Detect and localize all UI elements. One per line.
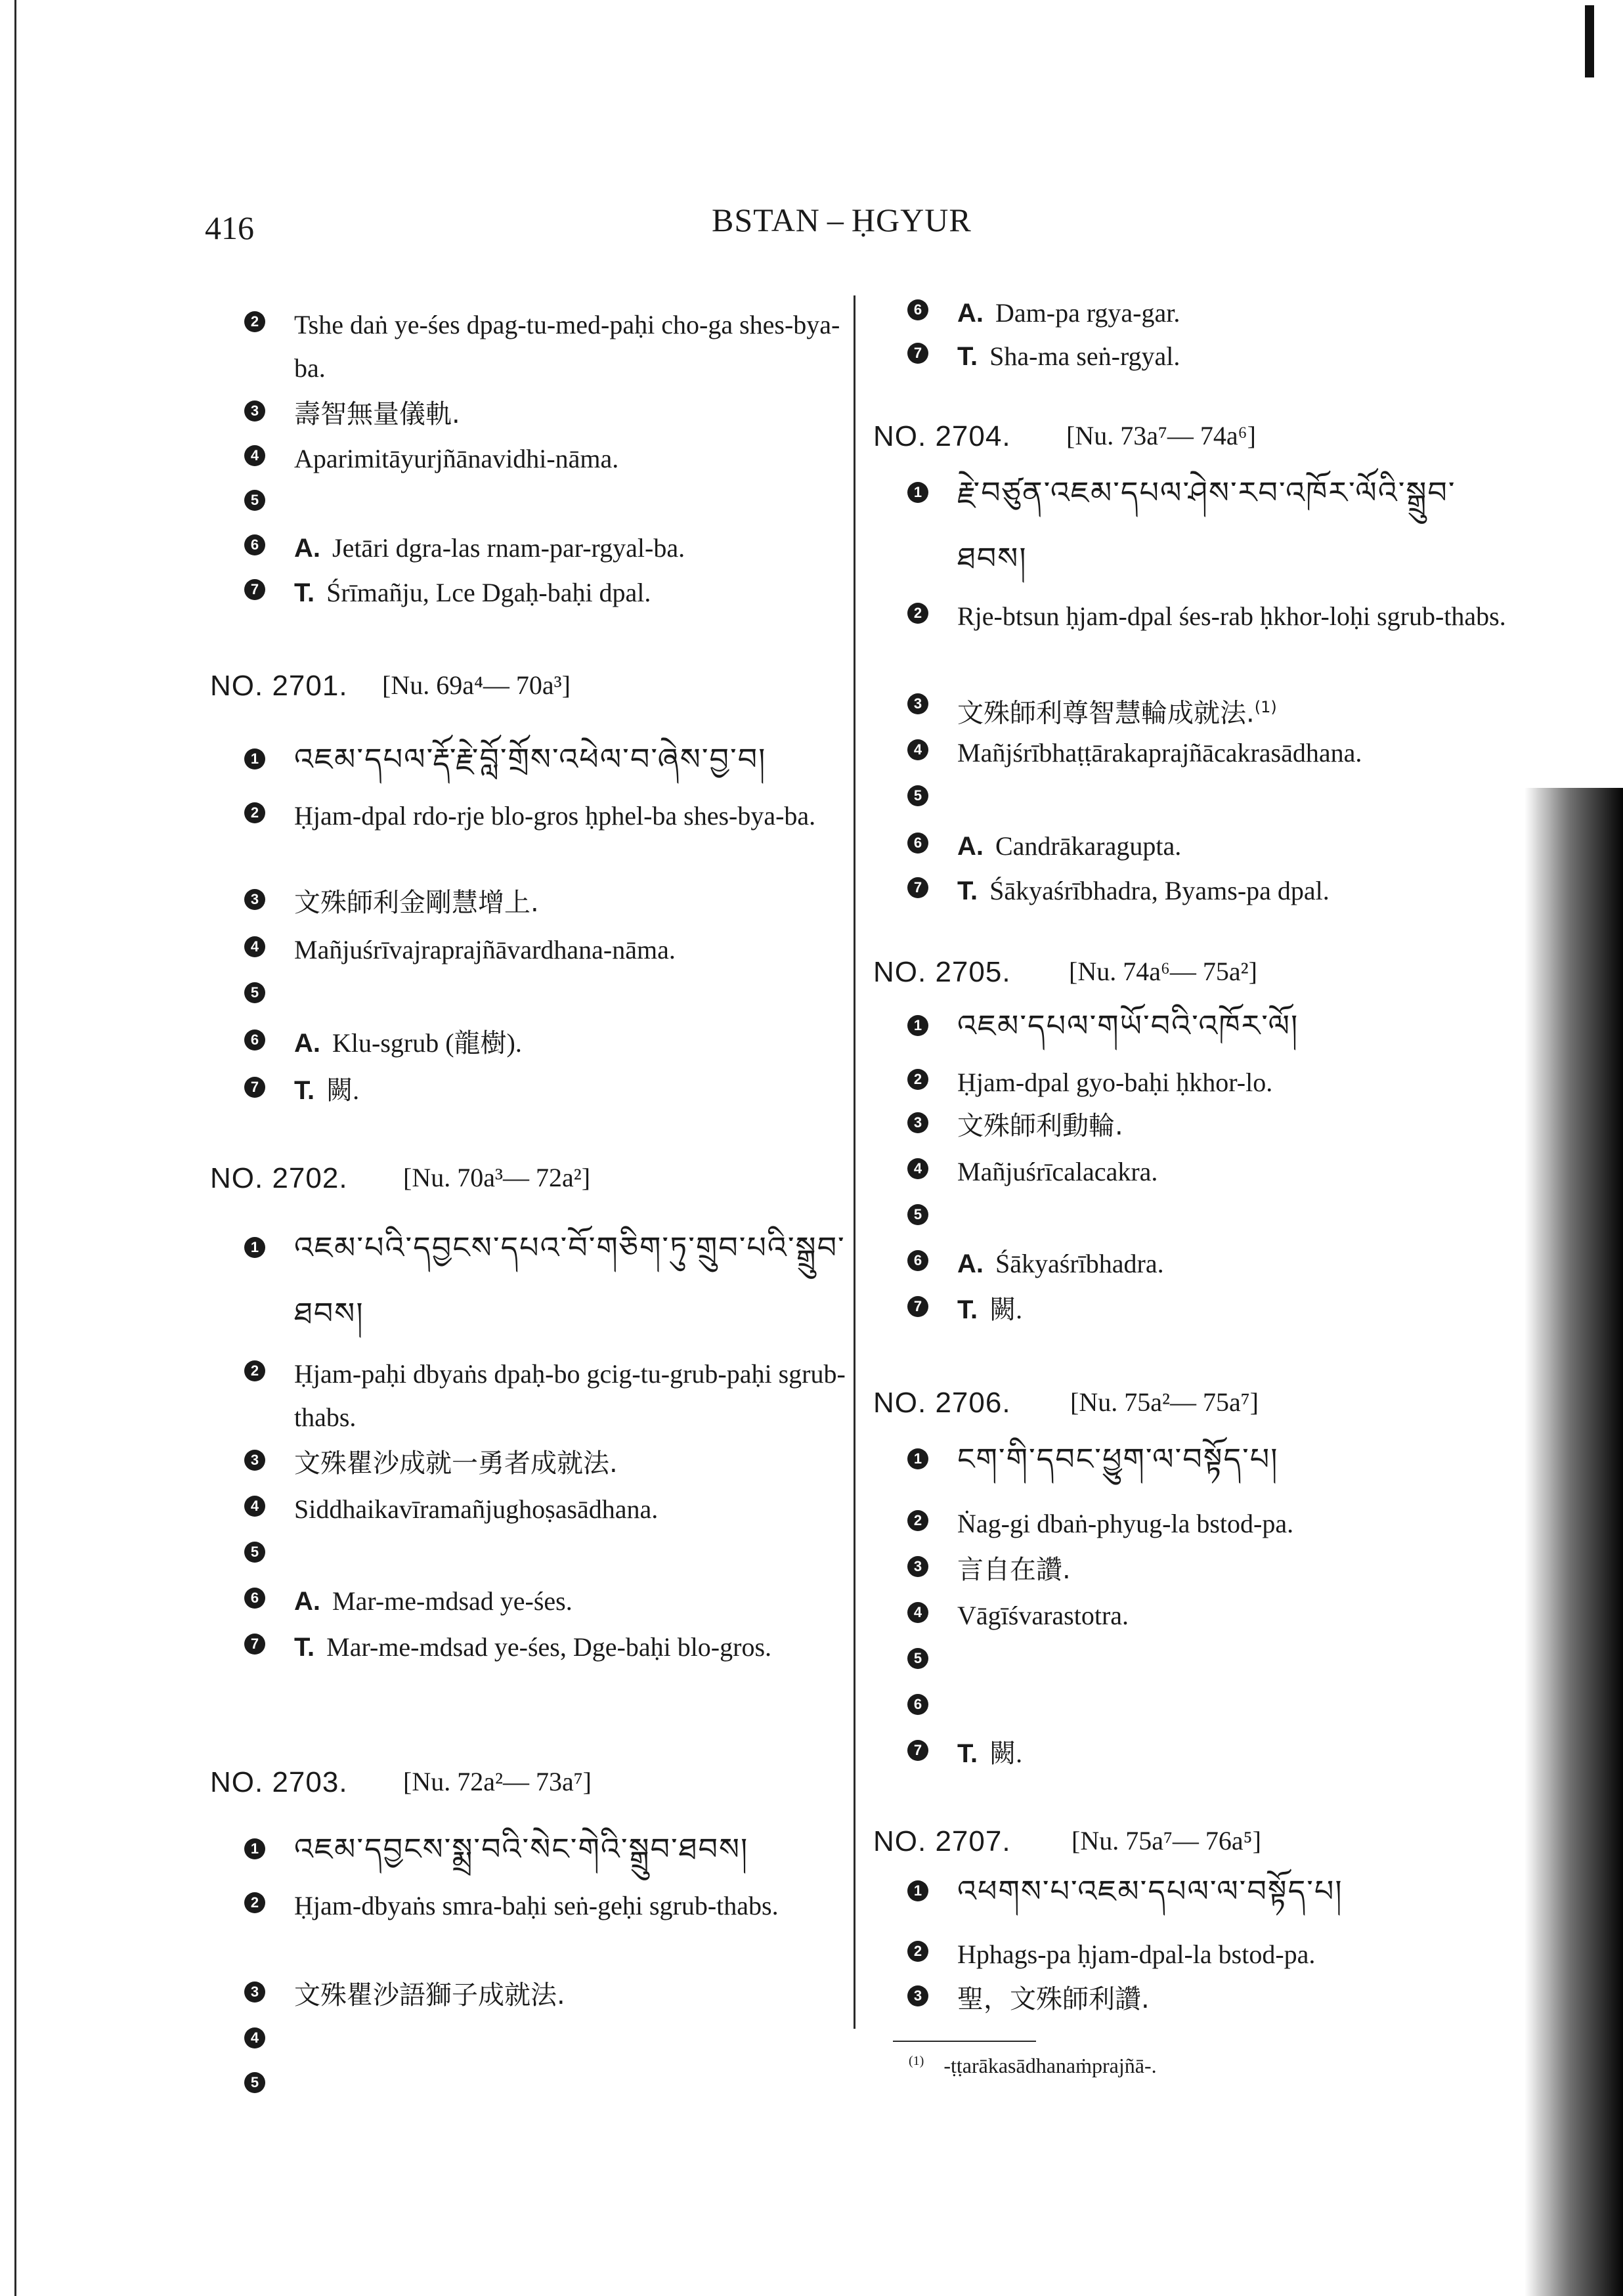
bullet-4-icon: 4: [244, 445, 265, 466]
bullet-2-icon: 2: [907, 1941, 928, 1962]
footnote: [909, 2054, 1157, 2078]
tibetan-title: འཇམ་དཔལ་གཡོ་བའི་འཁོར་ལོ།: [957, 1008, 1299, 1043]
bullet-3-icon: 3: [907, 693, 928, 714]
tibetan-title: འཇམ་པའི་དབྱངས་དཔའ་བོ་གཅིག་ཏུ་གྲུབ་པའི་སྒྲུབ་ཐབས།: [294, 1230, 846, 1331]
author-name: Klu-sgrub (龍樹).: [332, 1028, 522, 1058]
sanskrit-title: Mañjśrībhaṭṭārakaprajñācakrasādhana.: [957, 738, 1362, 768]
bullet-6-icon: 6: [244, 1029, 265, 1051]
sanskrit-title: Vāgīśvarastotra.: [957, 1601, 1129, 1630]
entry-heading: [210, 670, 854, 716]
footnote-text: -ṭṭarākasādhanaṁprajñā-.: [943, 2054, 1157, 2077]
catalog-entry-2707: [873, 1825, 1517, 2014]
bullet-1-icon: 1: [907, 1015, 928, 1036]
catalog-entry-2706: [873, 1387, 1517, 1768]
bullet-5-icon: 5: [244, 2072, 265, 2093]
bullet-7-icon: 7: [907, 877, 928, 898]
author-name: Jetāri dgra-las rnam-par-rgyal-ba.: [332, 533, 685, 563]
translator-name: 闕.: [989, 1295, 1023, 1324]
bullet-2-icon: 2: [907, 603, 928, 624]
bullet-1-icon: 1: [907, 1448, 928, 1469]
tibetan-title-transliteration: Ṅag-gi dbaṅ-phyug-la bstod-pa.: [957, 1509, 1294, 1538]
bullet-2-icon: 2: [244, 802, 265, 823]
chinese-title: 言自在讚.: [957, 1555, 1071, 1585]
bullet-4-icon: 4: [907, 1158, 928, 1179]
folio-reference: [Nu. 73a⁷— 74a⁶]: [1066, 421, 1256, 450]
tibetan-title-transliteration: Ḥjam-paḥi dbyaṅs dpaḥ-bo gcig-tu-grub-paḥi sgrub-thabs.: [294, 1359, 846, 1432]
catalog-entry-2705: [873, 956, 1517, 1324]
bullet-6-icon: 6: [907, 1250, 928, 1271]
bullet-6-icon: 6: [907, 1694, 928, 1715]
bullet-1-icon: 1: [244, 1237, 265, 1258]
page-edge-shadow: [1525, 788, 1623, 2296]
bullet-7-icon: 7: [907, 343, 928, 364]
sanskrit-title: Mañjuśrīvajraprajñāvardhana-nāma.: [294, 935, 676, 964]
bullet-5-icon: 5: [244, 982, 265, 1003]
tibetan-title-transliteration: Ḥjam-dpal gyo-baḥi ḥkhor-lo.: [957, 1068, 1273, 1097]
folio-reference: [Nu. 75a²— 75a⁷]: [1070, 1387, 1259, 1417]
corner-bookmark-mark: [1585, 5, 1594, 77]
bullet-3-icon: 3: [244, 1450, 265, 1471]
sanskrit-title: Siddhaikavīramañjughoṣasādhana.: [294, 1494, 659, 1524]
bullet-4-icon: 4: [244, 2027, 265, 2048]
entry-number: NO. 2705.: [873, 956, 1011, 988]
chinese-title: 壽智無量儀軌.: [294, 399, 460, 429]
bullet-4-icon: 4: [907, 1602, 928, 1623]
translator-prefix: T.: [294, 578, 315, 607]
chinese-title: 文殊師利尊智慧輪成就法.: [957, 698, 1255, 729]
bullet-2-icon: 2: [244, 311, 265, 332]
tibetan-title-transliteration: Rje-btsun ḥjam-dpal śes-rab ḥkhor-loḥi sgrub-thabs.: [957, 601, 1506, 631]
bullet-1-icon: 1: [907, 1880, 928, 1901]
footnote-mark: (1): [909, 2054, 924, 2069]
author-name: Śākyaśrībhadra.: [995, 1249, 1164, 1278]
bullet-5-icon: 5: [244, 490, 265, 511]
entry-heading: [210, 1162, 854, 1208]
tibetan-title: འཇམ་དཔལ་རྡོ་རྗེ་བློ་གྲོས་འཕེལ་བ་ཞེས་བྱ་བ།: [294, 741, 767, 777]
catalog-entry-2703: [210, 1766, 854, 2090]
translator-name: Mar-me-mdsad ye-śes, Dge-baḥi blo-gros.: [326, 1632, 772, 1662]
entry-number: NO. 2704.: [873, 420, 1011, 452]
translator-name: 闕.: [989, 1739, 1023, 1768]
bullet-5-icon: 5: [907, 1648, 928, 1669]
bullet-3-icon: 3: [244, 889, 265, 910]
bullet-3-icon: 3: [244, 1982, 265, 2003]
translator-prefix: T.: [294, 1076, 315, 1105]
page-number: 416: [205, 209, 254, 246]
entry-number: NO. 2703.: [210, 1766, 348, 1798]
bullet-5-icon: 5: [907, 785, 928, 806]
author-prefix: A.: [957, 299, 984, 328]
bullet-3-icon: 3: [907, 1112, 928, 1133]
footnote-rule: [893, 2041, 1036, 2042]
bullet-4-icon: 4: [907, 739, 928, 760]
folio-reference: [Nu. 72a²— 73a⁷]: [403, 1767, 592, 1796]
bullet-6-icon: 6: [244, 534, 265, 555]
author-prefix: A.: [294, 1029, 320, 1058]
author-prefix: A.: [294, 1587, 320, 1616]
footnote-reference: (1): [1254, 698, 1277, 716]
translator-name: Śākyaśrībhadra, Byams-pa dpal.: [989, 876, 1330, 905]
author-name: Mar-me-mdsad ye-śes.: [332, 1586, 573, 1616]
bullet-1-icon: 1: [244, 1838, 265, 1859]
bullet-2-icon: 2: [907, 1510, 928, 1531]
chinese-title: 文殊瞿沙語獅子成就法.: [294, 1980, 565, 2010]
bullet-3-icon: 3: [907, 1985, 928, 2006]
bullet-4-icon: 4: [244, 936, 265, 957]
bullet-2-icon: 2: [244, 1892, 265, 1913]
chinese-title: 聖，文殊師利讚.: [957, 1984, 1150, 2014]
author-name: Dam-pa rgya-gar.: [995, 298, 1180, 328]
tibetan-title-transliteration: Ḥjam-dbyaṅs smra-baḥi seṅ-geḥi sgrub-thabs.: [294, 1891, 779, 1920]
bullet-6-icon: 6: [244, 1588, 265, 1609]
bullet-7-icon: 7: [244, 1634, 265, 1655]
sanskrit-title: Aparimitāyurjñānavidhi-nāma.: [294, 444, 619, 473]
translator-name: 闕.: [326, 1075, 360, 1105]
bullet-3-icon: 3: [244, 401, 265, 422]
translator-prefix: T.: [957, 342, 978, 371]
bullet-7-icon: 7: [907, 1740, 928, 1761]
bullet-1-icon: 1: [244, 748, 265, 769]
bullet-5-icon: 5: [244, 1542, 265, 1563]
tibetan-title: རྗེ་བཙུན་འཇམ་དཔལ་ཤེས་རབ་འཁོར་ལོའི་སྒྲུབ་ཐབས།: [957, 475, 1456, 576]
tibetan-title-transliteration: Ḥjam-dpal rdo-rje blo-gros ḥphel-ba shes-bya-ba.: [294, 801, 816, 831]
tibetan-title-transliteration: Tshe daṅ ye-śes dpag-tu-med-paḥi cho-ga shes-bya-ba.: [294, 310, 840, 383]
page-edge-rule: [14, 0, 16, 2296]
sanskrit-title: Mañjuśrīcalacakra.: [957, 1157, 1158, 1186]
bullet-5-icon: 5: [907, 1204, 928, 1225]
entry-number: NO. 2701.: [210, 670, 348, 702]
translator-name: Sha-ma seṅ-rgyal.: [989, 341, 1180, 371]
bullet-7-icon: 7: [244, 579, 265, 600]
tibetan-title: འཇམ་དབྱངས་སྨྲ་བའི་སེང་གེའི་སྒྲུབ་ཐབས།: [294, 1831, 749, 1867]
tibetan-title-transliteration: Hphags-pa ḥjam-dpal-la bstod-pa.: [957, 1939, 1316, 1969]
tibetan-title: འཕགས་པ་འཇམ་དཔལ་ལ་བསྟོད་པ།: [957, 1873, 1343, 1909]
bullet-1-icon: 1: [907, 482, 928, 503]
catalog-entry-2701: [210, 670, 854, 1105]
translator-prefix: T.: [957, 1295, 978, 1324]
bullet-2-icon: 2: [907, 1069, 928, 1090]
folio-reference: [Nu. 74a⁶— 75a²]: [1069, 957, 1257, 986]
bullet-7-icon: 7: [244, 1077, 265, 1098]
author-prefix: A.: [294, 534, 320, 563]
author-prefix: A.: [957, 1249, 984, 1278]
bullet-4-icon: 4: [244, 1496, 265, 1517]
chinese-title: 文殊師利金剛慧增上.: [294, 888, 539, 918]
folio-reference: [Nu. 69a⁴— 70a³]: [382, 670, 571, 700]
bullet-6-icon: 6: [907, 833, 928, 854]
entry-number: NO. 2707.: [873, 1825, 1011, 1857]
translator-prefix: T.: [957, 877, 978, 905]
catalog-entry-2702: [210, 1162, 854, 1662]
translator-prefix: T.: [294, 1633, 315, 1662]
translator-prefix: T.: [957, 1739, 978, 1768]
author-prefix: A.: [957, 832, 984, 861]
entry-number: NO. 2702.: [210, 1162, 348, 1194]
bullet-6-icon: 6: [907, 299, 928, 320]
chinese-title: 文殊師利動輪.: [957, 1111, 1123, 1141]
column-divider: [854, 295, 855, 2029]
bullet-2-icon: 2: [244, 1360, 265, 1381]
tibetan-title: ངག་གི་དབང་ཕྱུག་ལ་བསྟོད་པ།: [957, 1441, 1279, 1477]
folio-reference: [Nu. 75a⁷— 76a⁵]: [1071, 1826, 1261, 1855]
bullet-3-icon: 3: [907, 1556, 928, 1577]
entry-number: NO. 2706.: [873, 1387, 1011, 1419]
entry-heading: [210, 1766, 854, 1812]
running-title: BSTAN – ḤGYUR: [712, 202, 972, 238]
folio-reference: [Nu. 70a³— 72a²]: [403, 1163, 591, 1192]
translator-name: Śrīmañju, Lce Dgaḥ-baḥi dpal.: [326, 578, 651, 607]
chinese-title: 文殊瞿沙成就一勇者成就法.: [294, 1448, 618, 1479]
bullet-7-icon: 7: [907, 1296, 928, 1317]
catalog-entry-2704: [873, 420, 1517, 905]
author-name: Candrākaragupta.: [995, 831, 1182, 861]
